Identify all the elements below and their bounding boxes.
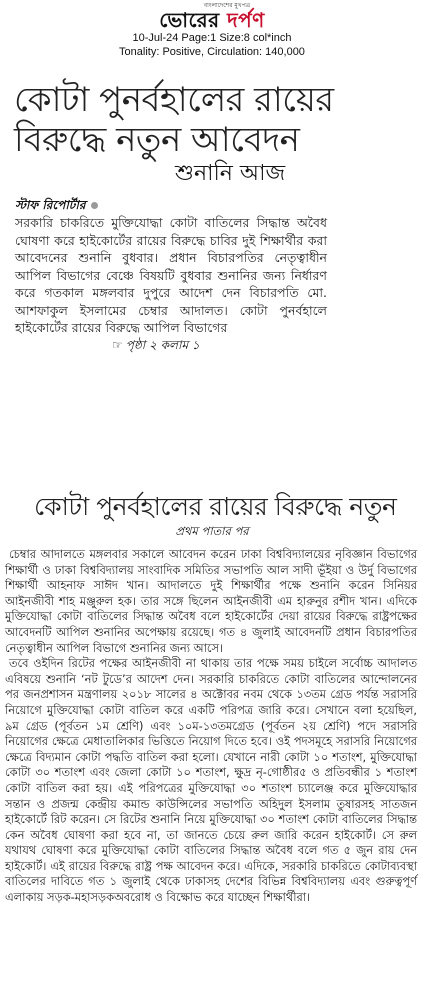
article-subheadline: শুনানি আজ [175, 161, 286, 186]
continuation-title: কোটা পুনর্বহালের রায়ের বিরুদ্ধে নতুন [34, 492, 397, 521]
article-body: সরকারি চাকরিতে মুক্তিযোদ্ধা কোটা বাতিলের সিদ্ধান্ত অবৈধ ঘোষণা করে হাইকোর্টের রায়ের বিরুদ্ধে চাবির দুই শিক্ষার্থীর করা আবেদনের শুনানি বুধবার। প্রধান বিচারপতির নেতৃত্বাধীন আপিল বিভাগের বেঞ্চে বিষয়টি বুধবার শুনানির জন্য নির্ধারণ করে গতকাল মঙ্গলবার দুপুরে আদেশ দেন বিচারপতি মো. আশফাকুল ইসলামের চেম্বার আদালত। কোটা পুনর্বহালে হাইকোর্টের রায়ের বিরুদ্ধে আপিল বিভাগের [15, 215, 327, 335]
newspaper-name-part1: ভোরের [159, 8, 228, 32]
front-page-clip [0, 80, 424, 470]
clip-info-line: 10-Jul-24 Page:1 Size:8 col*inch [132, 32, 292, 44]
continuation-paragraph: চেম্বার আদালতে মঙ্গলবার সকালে আবেদন করেন ঢাকা বিশ্ববিদ্যালয়ের নৃবিজ্ঞান বিভাগের শিক্ষার্থী ও ঢাকা বিশ্ববিদ্যালয় সাংবাদিক সমিতির সভাপতি আল সাদী ভূঁইয়া ও উর্দু বিভাগের শিক্ষার্থী আহনাফ সাঈদ খান। আদালতে দুই শিক্ষার্থীর পক্ষে শুনানি করেন সিনিয়র আইনজীবী শাহ মঞ্জুরুল হক। তার সঙ্গে ছিলেন আইনজীবী এম হারুনুর রশীদ খান। এদিকে মুক্তিযোদ্ধা কোটা বাতিলের সিদ্ধান্ত অবৈধ বলে হাইকোর্টের দেয়া রায়ের বিরুদ্ধে রাষ্ট্রপক্ষের আবেদনটি আপিল শুনানির অপেক্ষায় রয়েছে। গত ৪ জুলাই আবেদনটি প্রধান বিচারপতির নেতৃত্বাধীন আপিল বিভাগে শুনানির জন্য আসে। [5, 547, 417, 655]
byline-text: স্টাফ রিপোর্টার [15, 198, 86, 212]
tonality-line: Tonality: Positive, Circulation: 140,000 [119, 46, 305, 58]
byline [15, 198, 424, 212]
masthead [0, 0, 424, 80]
continuation-clip [0, 492, 424, 996]
newspaper-name-part2: দর্পণ [227, 8, 265, 32]
newspaper-logo [0, 9, 424, 31]
continued-reference-text: পৃষ্ঠা ২ কলাম ১ [125, 337, 200, 352]
masthead-tagline: বাংলাদেশের মুখপত্র [203, 2, 251, 9]
pointing-hand-icon: ☞ [112, 337, 123, 352]
continuation-subtitle: প্রথম পাতার পর [175, 524, 249, 538]
continued-reference [112, 337, 424, 353]
bullet-dot-icon [91, 202, 98, 209]
continuation-paragraph: তবে ওইদিন রিটের পক্ষের আইনজীবী না থাকায় তার পক্ষে সময় চাইলে সর্বোচ্চ আদালত এবিষয়ে শুনানি ‘নট টুডে’র আদেশ দেন। সরকারি চাকরিতে কোটা বাতিলের আন্দোলনের পর জনপ্রশাসন মন্ত্রণালয় ২০১৮ সালের ৪ অক্টোবর নবম থেকে ১৩তম গ্রেড পর্যন্ত সরাসরি নিয়োগে মুক্তিযোদ্ধা কোটা বাতিল করে একটি পরিপত্র জারি করে। সেখানে বলা হয়েছিল, ৯ম গ্রেড (পূর্বতন ১ম শ্রেণি) এবং ১০ম-১৩তমগ্রেড (পূর্বতন ২য় শ্রেণি) পদে সরাসরি নিয়োগের ক্ষেত্রে মেধাতালিকার ভিত্তিতে নিয়োগ দিতে হবে। ওই পদসমূহে সরাসরি নিয়োগের ক্ষেত্রে বিদ্যমান কোটা পদ্ধতি বাতিল করা হলো। যেখানে নারী কোটা ১০ শতাংশ, মুক্তিযোদ্ধা কোটা ৩০ শতাংশ এবং জেলা কোটা ১০ শতাংশ, ক্ষুদ্র নৃ-গোষ্ঠীর৫ ও প্রতিবন্ধীর ১ শতাংশ কোটা বাতিল করা হয়। এই পরিপত্রের মুক্তিযোদ্ধা ৩০ শতাংশ চ্যালেঞ্জ করে মুক্তিযোদ্ধার সন্তান ও প্রজন্ম কেন্দ্রীয় কমান্ড কাউন্সিলের সভাপতি অহিদুল ইসলাম তুষারসহ সাতজন হাইকোর্টে রিট করেন। সে রিটের শুনানি নিয়ে মুক্তিযোদ্ধা ৩০ শতাংশ কোটা বাতিলের সিদ্ধান্ত কেন অবৈধ ঘোষণা করা হবে না, তা জানতে চেয়ে রুল জারি করেন হাইকোর্ট। সে রুল যথাযথ ঘোষণা করে মুক্তিযোদ্ধা কোটা বাতিলের সিদ্ধান্ত অবৈধ বলে গত ৫ জুন রায় দেন হাইকোর্ট। এই রায়ের বিরুদ্ধে রাষ্ট্র পক্ষ আবেদন করে। এদিকে, সরকারি চাকরিতে কোটাব্যবস্থা বাতিলের দাবিতে গত ১ জুলাই থেকে ঢাকাসহ দেশের বিভিন্ন বিশ্ববিদ্যালয় এবং গুরুত্বপূর্ণ এলাকায় সড়ক-মহাসড়কঅবরোধ ও বিক্ষোভ করে যাচ্ছেন শিক্ষার্থীরা। [5, 656, 417, 905]
article-headline: কোটা পুনর্বহালের রায়ের বিরুদ্ধে নতুন আবেদন [14, 80, 334, 160]
continuation-body [5, 547, 417, 906]
